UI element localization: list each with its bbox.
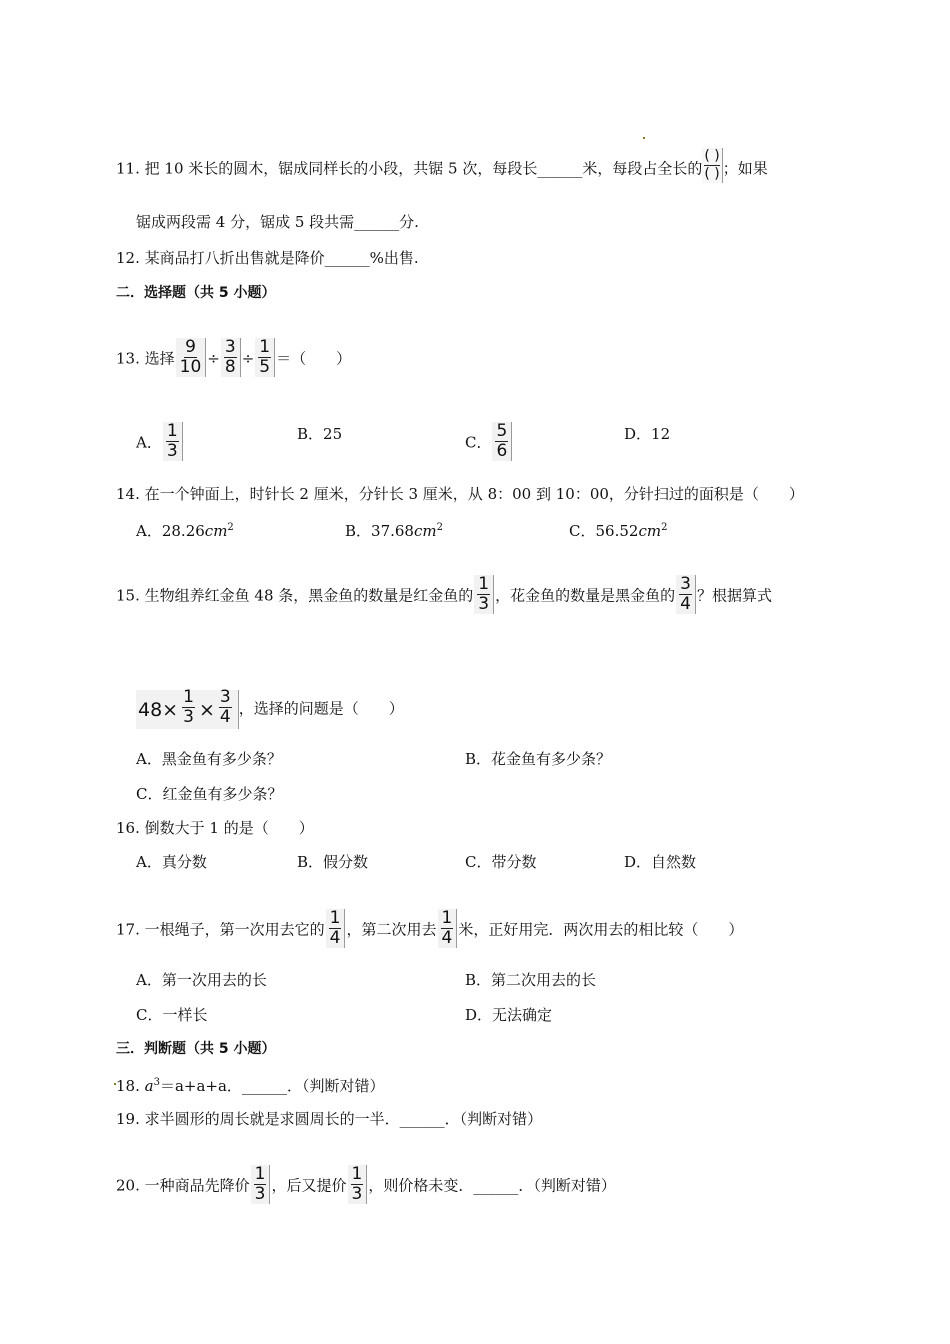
question-17 [116,908,744,950]
exponent: 3 [153,1077,160,1088]
question-text: 某商品打八折出售就是降价 [144,249,325,267]
question-text: 锯成两段需 4 分，锯成 5 段共需 [136,213,355,231]
fraction-numerator: 3 [680,574,691,594]
question-text: ，花金鱼的数量是黑金鱼的 [495,586,676,605]
fraction [179,688,198,727]
question-16 [116,818,314,838]
fraction-denominator: 3 [166,441,178,461]
fraction-denominator: 3 [478,594,490,614]
fraction-denominator: 3 [351,1184,363,1204]
formula-expression [136,687,239,729]
fraction [492,422,512,461]
q17-option-a[interactable]: A．第一次用去的长 [136,971,267,989]
question-text: ＝（ ） [276,349,352,368]
fraction [216,688,235,727]
question-text: ．（判断对错） [518,1176,616,1195]
q14-option-c[interactable] [569,518,667,541]
question-18 [116,1073,384,1096]
q13-option-c[interactable] [465,421,513,463]
question-text: 求半圆形的周长就是求圆周长的一半． [144,1110,400,1128]
question-number: 19. [116,1110,140,1128]
fraction-numerator: 1 [351,1164,363,1184]
question-text: %出售. [369,249,419,267]
q13-option-d[interactable]: D．12 [624,425,671,443]
fraction-numerator: 1 [166,421,178,441]
question-text: ；如果 [722,159,768,178]
fraction-denominator: 4 [441,928,453,948]
question-number: 15. [116,586,140,605]
q15-option-b[interactable]: B．花金鱼有多少条？ [465,750,612,768]
option-label: A． [136,522,162,540]
unit-exponent: 2 [661,522,668,533]
unit: cm [638,522,662,540]
question-text: 选择 [144,349,175,368]
question-number: 14. [116,485,140,503]
equation-rhs: ＝a+a+a． [159,1077,242,1095]
question-19 [116,1109,542,1129]
option-label: A． [136,433,162,452]
option-label: C． [465,433,492,452]
fraction [163,422,183,461]
fraction-denominator: 4 [680,594,691,614]
question-11 [116,148,768,187]
fraction-numerator: 1 [478,574,490,594]
answer-blank[interactable]: ______ [241,1077,287,1095]
fraction-denominator-blank[interactable]: ( ) [704,166,720,182]
fraction [438,909,458,948]
unit: cm [204,522,228,540]
fraction-numerator: 1 [259,337,271,357]
fraction [176,338,207,377]
question-text: ，第二次用去 [346,920,437,939]
question-number: 16. [116,819,140,837]
option-value: 37.68 [371,522,414,540]
question-number: 17. [116,920,140,939]
question-text: ．（判断对错） [444,1110,543,1128]
question-text: 一种商品先降价 [144,1176,250,1195]
question-15-line2 [136,687,404,729]
question-12 [116,248,419,268]
question-text: 一根绳子，第一次用去它的 [144,920,325,939]
section-heading-judgement: 三．判断题（共 5 小题） [116,1041,276,1057]
option-label: C． [569,522,596,540]
fraction-numerator: 9 [185,337,196,357]
question-number: 12. [116,249,140,267]
question-text: ，后又提价 [271,1176,347,1195]
question-text: 分. [399,213,419,231]
q16-option-d[interactable]: D．自然数 [624,853,697,871]
fraction-numerator: 1 [254,1164,266,1184]
mark-dot-top [643,137,645,139]
unit-exponent: 2 [436,522,443,533]
fraction-denominator: 5 [259,357,271,377]
fraction-denominator: 4 [219,707,231,727]
answer-blank[interactable]: ______ [354,213,400,231]
option-label: B． [345,522,372,540]
question-text: 米，每段占全长的 [582,159,703,178]
fraction [348,1165,368,1204]
operator: 48× [138,698,179,721]
q15-option-c[interactable]: C．红金鱼有多少条？ [136,785,283,803]
question-14 [116,484,804,504]
q16-option-a[interactable]: A．真分数 [136,853,207,871]
section-heading-choice: 二．选择题（共 5 小题） [116,285,276,301]
q14-option-a[interactable] [136,518,234,541]
question-text: 生物组养红金鱼 48 条，黑金鱼的数量是红金鱼的 [144,586,474,605]
operator: × [198,698,215,721]
option-value: 28.26 [161,522,205,540]
fraction-denominator: 8 [224,357,236,377]
q14-option-b[interactable] [345,518,443,541]
fraction [251,1165,271,1204]
unit-exponent: 2 [227,522,234,533]
question-text: ，选择的问题是（ ） [238,699,404,718]
fraction-numerator: 3 [224,337,236,357]
option-value: 56.52 [595,522,639,540]
question-text: ？根据算式 [696,586,772,605]
answer-blank[interactable]: ______ [399,1110,445,1128]
q17-option-d[interactable]: D．无法确定 [465,1006,553,1024]
question-number: 13. [116,349,140,368]
fraction-denominator: 3 [183,707,194,727]
fraction-denominator: 10 [179,357,202,377]
fraction [221,338,241,377]
question-number: 18. [116,1077,140,1095]
fraction-blank[interactable] [702,148,722,183]
question-15 [116,574,772,616]
q17-option-c[interactable]: C．一样长 [136,1006,208,1024]
fraction [255,338,275,377]
fraction-denominator: 3 [254,1184,266,1204]
fraction-numerator: 3 [219,687,231,707]
question-13 [116,337,352,379]
operator: ÷ [241,349,255,368]
question-number: 20. [116,1176,140,1195]
fraction-denominator: 4 [329,928,341,948]
unit: cm [413,522,437,540]
fraction-numerator: 1 [329,908,341,928]
question-text: 把 10 米长的圆木，锯成同样长的小段，共锯 5 次，每段长 [144,159,538,178]
q17-option-b[interactable]: B．第二次用去的长 [465,971,597,989]
question-text: 倒数大于 1 的是（ ） [144,819,314,837]
question-20 [116,1164,616,1206]
fraction-numerator: 1 [183,687,194,707]
question-text: ，则价格未变． [368,1176,474,1195]
fraction [326,909,346,948]
answer-blank[interactable]: ______ [473,1176,519,1195]
q16-option-c[interactable]: C．带分数 [465,853,537,871]
operator: ÷ [207,349,220,368]
q16-option-b[interactable]: B．假分数 [297,853,369,871]
fraction [474,575,494,614]
variable: a [144,1077,154,1095]
q15-option-a[interactable]: A．黑金鱼有多少条？ [136,750,282,768]
answer-blank[interactable]: ______ [324,249,370,267]
q13-option-a[interactable] [136,421,184,463]
fraction-numerator: 5 [496,421,508,441]
fraction-numerator: 1 [441,908,453,928]
q13-option-b[interactable]: B．25 [297,425,343,443]
fraction-denominator: 6 [496,441,508,461]
question-11-line2 [136,212,419,232]
question-text: ．（判断对错） [286,1077,385,1095]
answer-blank[interactable]: ______ [537,159,583,178]
question-number: 11. [116,159,140,178]
fraction-numerator-blank[interactable]: ( ) [704,148,720,164]
question-text: 在一个钟面上，时针长 2 厘米，分针长 3 厘米，从 8：00 到 10：00，分针扫过的面积是（ ） [144,485,804,503]
question-text: 米，正好用完．两次用去的相比较（ ） [458,920,744,939]
fraction [676,575,696,614]
